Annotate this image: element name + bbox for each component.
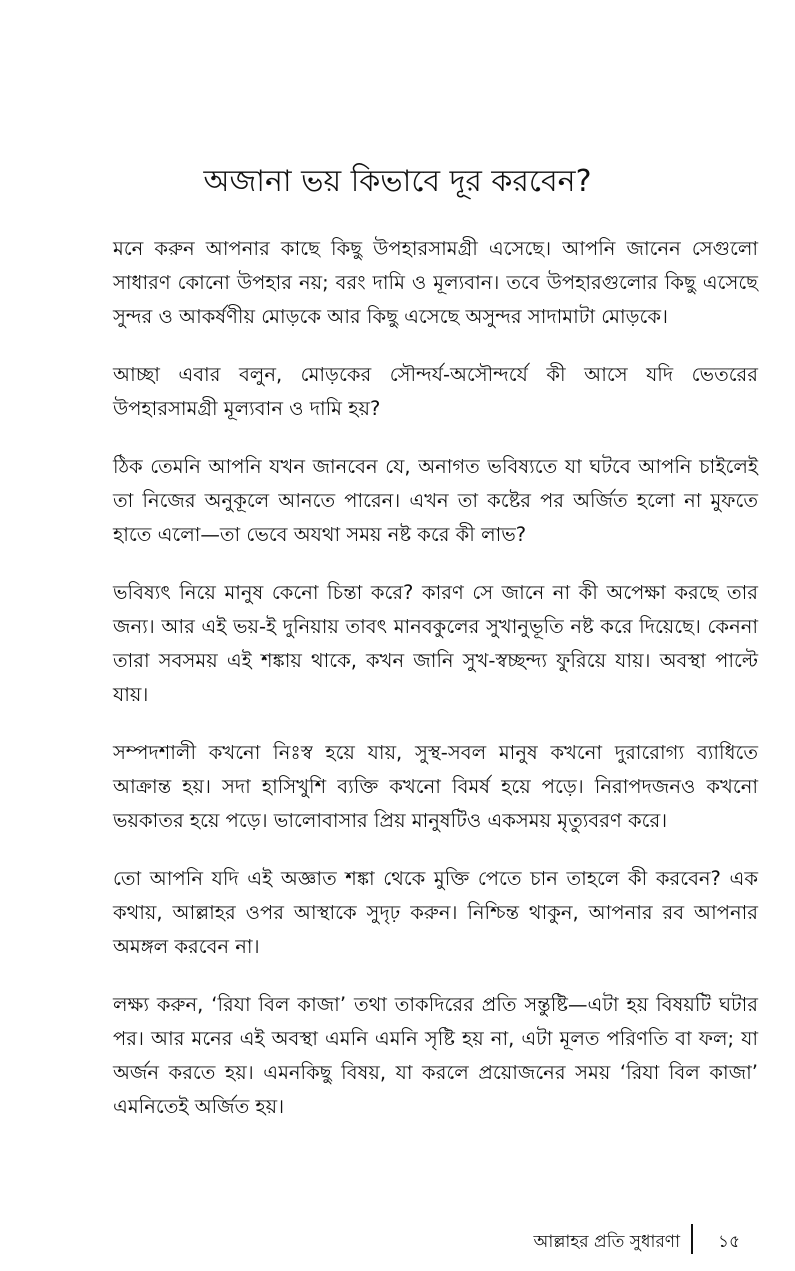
paragraph-5: সম্পদশালী কখনো নিঃস্ব হয়ে যায়, সুস্থ-সবল মানুষ কখনো দুরারোগ্য ব্যাধিতে আক্রান্ত হয়। সদা হাসিখুশি ব্যক্তি কখনো বিমর্ষ হয়ে পড়ে। নিরাপদজনও কখনো ভয়কাতর হয়ে পড়ে। ভালোবাসার প্রিয় মানুষটিও একসময় মৃত্যুবরণ করে। [113,741,758,832]
footer-divider [691,1224,693,1254]
page-footer [0,1220,795,1260]
paragraph-2: আচ্ছা এবার বলুন, মোড়কের সৌন্দর্য-অসৌন্দর্যে কী আসে যদি ভেতরের উপহারসামগ্রী মূল্যবান ও দামি হয়? [113,363,758,420]
chapter-title: অজানা ভয় কিভাবে দূর করবেন? [203,164,592,199]
chapter-body [113,232,758,1148]
paragraph-4: ভবিষ্যৎ নিয়ে মানুষ কেনো চিন্তা করে? কারণ সে জানে না কী অপেক্ষা করছে তার জন্য। আর এই ভয়-ই দুনিয়ায় তাবৎ মানবকুলের সুখানুভূতি নষ্ট করে দিয়েছে। কেননা তারা সবসময় এই শঙ্কায় থাকে, কখন জানি সুখ-স্বচ্ছন্দ্য ফুরিয়ে যায়। অবস্থা পাল্টে যায়। [113,581,758,706]
paragraph-7: লক্ষ্য করুন, ‘রিযা বিল কাজা’ তথা তাকদিরের প্রতি সন্তুষ্টি—এটা হয় বিষয়টি ঘটার পর। আর মনের এই অবস্থা এমনি এমনি সৃষ্টি হয় না, এটা মূলত পরিণতি বা ফল; যা অর্জন করতে হয়। এমনকিছু বিষয়, যা করলে প্রয়োজনের সময় ‘রিযা বিল কাজা’ এমনিতেই অর্জিত হয়। [113,993,758,1118]
paragraph-3: ঠিক তেমনি আপনি যখন জানবেন যে, অনাগত ভবিষ্যতে যা ঘটবে আপনি চাইলেই তা নিজের অনুকূলে আনতে পারেন। এখন তা কষ্টের পর অর্জিত হলো না মুফতে হাতে এলো—তা ভেবে অযথা সময় নষ্ট করে কী লাভ? [113,455,758,546]
paragraph-6: তো আপনি যদি এই অজ্ঞাত শঙ্কা থেকে মুক্তি পেতে চান তাহলে কী করবেন? এক কথায়, আল্লাহর ওপর আস্থাকে সুদৃঢ় করুন। নিশ্চিন্ত থাকুন, আপনার রব আপনার অমঙ্গল করবেন না। [113,867,758,958]
page-number: ১৫ [718,1232,741,1252]
running-footer-book-title: আল্লাহর প্রতি সুধারণা [533,1232,680,1252]
paragraph-1: মনে করুন আপনার কাছে কিছু উপহারসামগ্রী এসেছে। আপনি জানেন সেগুলো সাধারণ কোনো উপহার নয়; বরং দামি ও মূল্যবান। তবে উপহারগুলোর কিছু এসেছে সুন্দর ও আকর্ষণীয় মোড়কে আর কিছু এসেছে অসুন্দর সাদামাটা মোড়কে। [113,237,758,328]
